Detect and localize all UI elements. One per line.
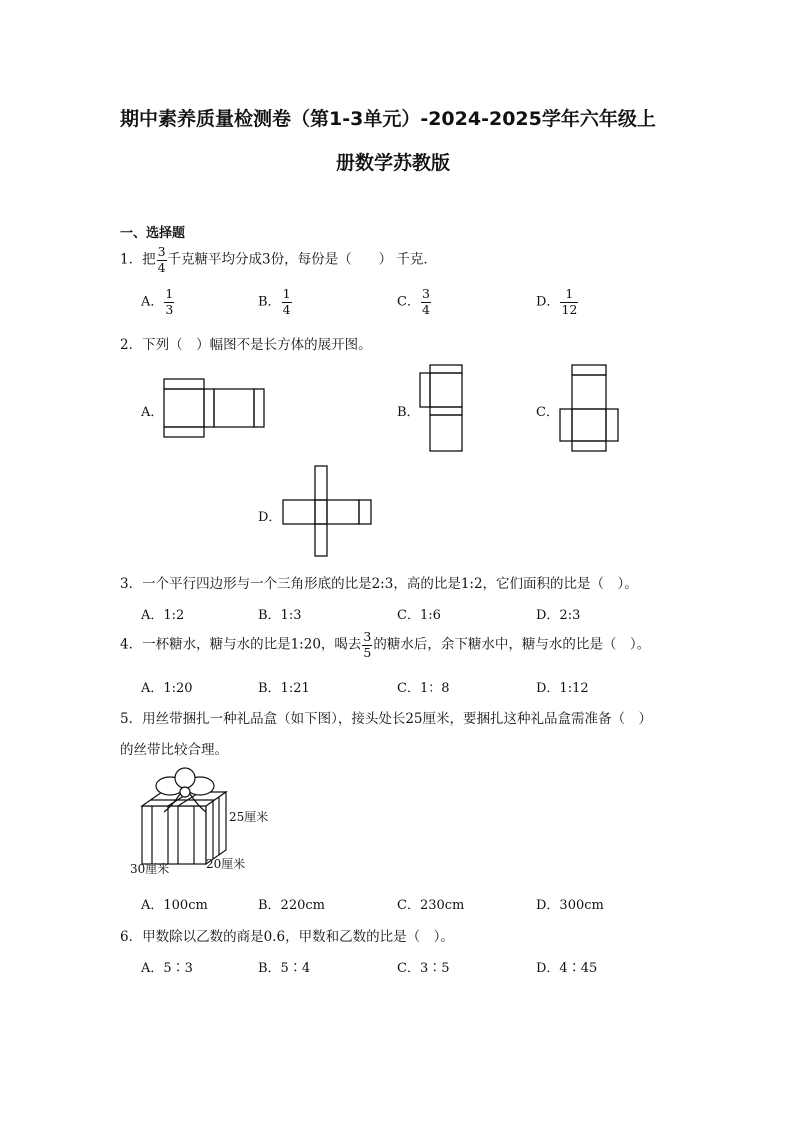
- height-label: 25厘米: [229, 810, 269, 824]
- numerator: 3: [421, 286, 430, 301]
- document-title-line2: 册数学苏教版: [336, 152, 451, 174]
- denominator: 4: [282, 301, 291, 317]
- net-diagram-c: [556, 362, 622, 456]
- question-text: 用丝带捆扎一种礼品盒（如下图），接头处长25厘米，要捆扎这种礼品盒需准备（ ）: [142, 711, 653, 727]
- option-b[interactable]: B．1:21: [258, 681, 310, 696]
- question-number: 5．: [120, 711, 143, 727]
- option-c-label[interactable]: C．: [536, 405, 559, 420]
- question-2: [120, 333, 372, 353]
- question-4: [120, 631, 650, 659]
- denominator: 4: [421, 301, 430, 317]
- question-5: [120, 707, 652, 727]
- numerator: 1: [165, 286, 174, 301]
- question-text: 甲数除以乙数的商是0.6，甲数和乙数的比是（ ）。: [142, 929, 454, 945]
- question-number: 4．: [120, 636, 143, 653]
- option-d[interactable]: D．300cm: [536, 898, 604, 913]
- question-text: 千克糖平均分成3份，每份是（ ） 千克．: [167, 251, 437, 268]
- fraction: [282, 288, 292, 316]
- option-letter: B．: [258, 294, 281, 310]
- numerator: 3: [157, 244, 166, 259]
- option-d[interactable]: D．2:3: [536, 608, 581, 623]
- option-c[interactable]: [397, 288, 432, 316]
- denominator: 3: [165, 301, 174, 317]
- fraction: [362, 631, 372, 659]
- question-6: [120, 925, 454, 945]
- fraction: [560, 288, 578, 316]
- question-number: 2．: [120, 337, 143, 353]
- net-diagram-a: [160, 376, 268, 440]
- option-d[interactable]: D．4∶45: [536, 961, 598, 976]
- option-a[interactable]: A．100cm: [141, 898, 208, 913]
- question-number: 6．: [120, 929, 143, 945]
- option-b[interactable]: B．1:3: [258, 608, 302, 623]
- option-c[interactable]: C．230cm: [397, 898, 465, 913]
- denominator: 12: [561, 301, 578, 317]
- numerator: 1: [560, 288, 578, 303]
- option-c[interactable]: C．1:6: [397, 608, 441, 623]
- width-label: 20厘米: [206, 857, 246, 871]
- option-d[interactable]: [536, 288, 579, 316]
- question-text: 一杯糖水，糖与水的比是1:20，喝去: [142, 636, 362, 653]
- denominator: 4: [157, 259, 166, 275]
- numerator: 3: [363, 629, 372, 644]
- denominator: 5: [363, 644, 372, 660]
- option-a[interactable]: A．1:2: [141, 608, 185, 623]
- fraction: [421, 288, 431, 316]
- option-d[interactable]: D．1:12: [536, 681, 589, 696]
- option-letter: C．: [397, 294, 420, 310]
- option-b[interactable]: [258, 288, 293, 316]
- question-text: 把: [142, 251, 156, 268]
- question-number: 3．: [120, 576, 143, 592]
- question-text: 的糖水后，余下糖水中，糖与水的比是（ ）。: [373, 636, 651, 653]
- option-b[interactable]: B．220cm: [258, 898, 325, 913]
- length-label: 30厘米: [130, 862, 170, 876]
- numerator: 1: [282, 286, 291, 301]
- net-diagram-d: [280, 463, 376, 561]
- option-a-label[interactable]: A．: [141, 405, 164, 420]
- question-text: 下列（ ）幅图不是长方体的展开图。: [142, 337, 372, 353]
- net-diagram-b: [416, 362, 466, 456]
- option-letter: A．: [141, 294, 164, 310]
- document-title-line1: 期中素养质量检测卷（第1-3单元）-2024-2025学年六年级上: [120, 108, 656, 130]
- option-c[interactable]: C．1：8: [397, 681, 450, 696]
- option-letter: D．: [536, 294, 560, 310]
- question-3: [120, 572, 638, 592]
- option-a[interactable]: A．5∶3: [141, 961, 193, 976]
- option-c[interactable]: C．3∶5: [397, 961, 450, 976]
- question-5-continued: 的丝带比较合理。: [120, 742, 228, 758]
- option-b[interactable]: B．5∶4: [258, 961, 311, 976]
- question-number: 1．: [120, 251, 143, 268]
- fraction: [164, 288, 174, 316]
- option-d-label[interactable]: D．: [258, 510, 282, 525]
- option-a[interactable]: [141, 288, 175, 316]
- section-heading: 一、选择题: [120, 226, 186, 241]
- question-1: [120, 246, 437, 274]
- option-a[interactable]: A．1:20: [141, 681, 193, 696]
- fraction: [157, 246, 167, 274]
- question-text: 一个平行四边形与一个三角形底的比是2:3，高的比是1:2，它们面积的比是（ ）。: [142, 576, 638, 592]
- option-b-label[interactable]: B．: [397, 405, 420, 420]
